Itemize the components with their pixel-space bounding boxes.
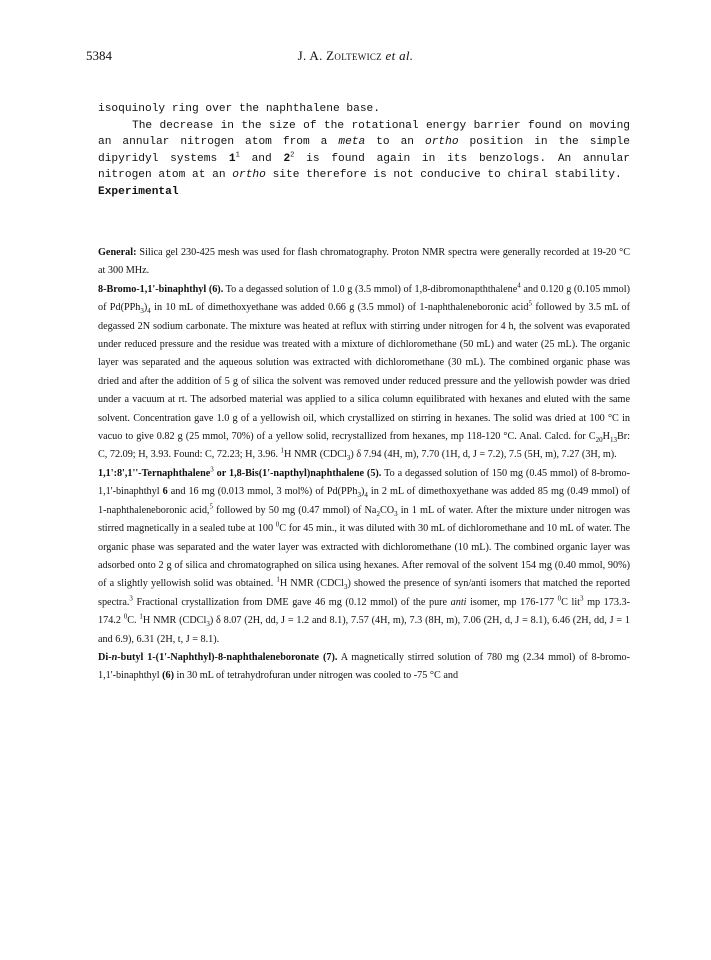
general-paragraph: General: Silica gel 230-425 mesh was used for flash chromatography. Proton NMR spectra were generally recorded at 19-20 °C at 300 MHz. <box>98 247 630 277</box>
running-head-etal: et al. <box>385 48 414 63</box>
experimental-body <box>98 244 630 686</box>
compound-6-paragraph: 8-Bromo-1,1'-binaphthyl (6). To a degassed solution of 1.0 g (3.5 mmol) of 1,8-dibromonapththalene$^4$ and 0.120 g (0.105 mmol) of $Pd(PPh_3)_4$ in 10 mL of dimethoxyethane was added 0.66 g (3.5 mmol) of 1-naphthaleneboronic acid$^5$ followed by 3.5 mL of degassed 2N sodium carbonate. The mixture was heated at reflux with stirring under nitrogen for 4 h, the solvent was evaporated under reduced pressure and the residue was treated with a mixture of dichloromethane (50 mL) and water (25 mL). The organic layer was separated and the aqueous solution was extracted with dichloromethane (30 mL). The combined organic phase was dried and after the addition of 5 g of silica the solvent was removed under reduced pressure and the yellowish powder was dried under a vacuum at rt. The adsorbed material was applied to a silica column equilibrated with hexanes and eluted with the same solvent. Concentration gave 1.0 g of a yellowish oil, which crystallized on stirring in hexanes. The solid was dried at 100 °C in vacuo to give 0.82 g (25 mmol, 70%) of a yellow solid, recrystallized from hexanes, mp 118-120 °C. Anal. Calcd. for $C_{20}H_{13}Br$: C, 72.09; H, 3.93. Found: C, 72.23; H, 3.96. $^1$H NMR (CDCl$_3$) δ 7.94 (4H, m), 7.70 (1H, d, J = 7.2), 7.5 (5H, m), 7.27 (3H, m). <box>98 281 630 463</box>
running-head <box>86 48 625 64</box>
intro-paragraph: The decrease in the size of the rotational energy barrier found on moving an annular nitrogen atom from a meta to an ortho position in the simple dipyridyl systems $1^1$ and $2^2$ is found again in its benzologs. An annular nitrogen atom at an ortho site therefore is not conducive to chiral stability. <box>98 119 630 181</box>
running-head-author: J. A. Zoltewicz <box>297 48 382 63</box>
page-number: 5384 <box>86 48 112 63</box>
intro-line: isoquinoly ring over the naphthalene base. <box>98 103 380 115</box>
compound-5-paragraph: 1,1':8',1''-Ternaphthalene$^3$ or 1,8-Bis(1'-napthyl)naphthalene (5). To a degassed solution of 150 mg (0.45 mmol) of 8-bromo-1,1'-binaphthyl 6 and 16 mg (0.013 mmol, 3 mol%) of $Pd(PPh_3)_4$ in 2 mL of dimethoxyethane was added 85 mg (0.49 mmol) of 1-naphthaleneboronic acid,$^5$ followed by 50 mg (0.47 mmol) of $Na_2CO_3$ in 1 mL of water. After the mixture under nitrogen was stirred magnetically in a sealed tube at 100 $^0$C for 45 min., it was diluted with 30 mL of dichloromethane and 10 mL of water. The organic phase was separated and the water layer was extracted with dichloromethane (10 mL). The combined organic layer was adsorbed onto 2 g of silica and chromatographed on silica using hexanes. After removal of the solvent 154 mg (0.40 mmol, 90%) of a slightly yellowish solid was obtained. $^1$H NMR (CDCl$_3$) showed the presence of syn/anti isomers that matched the reported spectra.$^3$ Fractional crystallization from DME gave 46 mg (0.12 mmol) of the pure anti isomer, mp 176-177 $^0$C lit$^3$ mp 173.3-174.2 $^0$C. $^1$H NMR (CDCl$_3$) δ 8.07 (2H, dd, J = 1.2 and 8.1), 7.57 (4H, m), 7.3 (8H, m), 7.06 (2H, d, J = 8.1), 6.46 (2H, dd, J = 1 and 6.9), 6.31 (2H, t, J = 8.1). <box>98 465 631 645</box>
intro-text <box>98 101 630 200</box>
section-heading-experimental: Experimental <box>98 185 179 198</box>
page-header <box>86 48 625 68</box>
compound-7-paragraph: Di-n-butyl 1-(1'-Naphthyl)-8-naphthaleneboronate (7). A magnetically stirred solution of 780 mg (2.34 mmol) of 8-bromo-1,1'-binaphthyl (6) in 30 mL of tetrahydrofuran under nitrogen was cooled to -75 °C and <box>98 651 630 682</box>
